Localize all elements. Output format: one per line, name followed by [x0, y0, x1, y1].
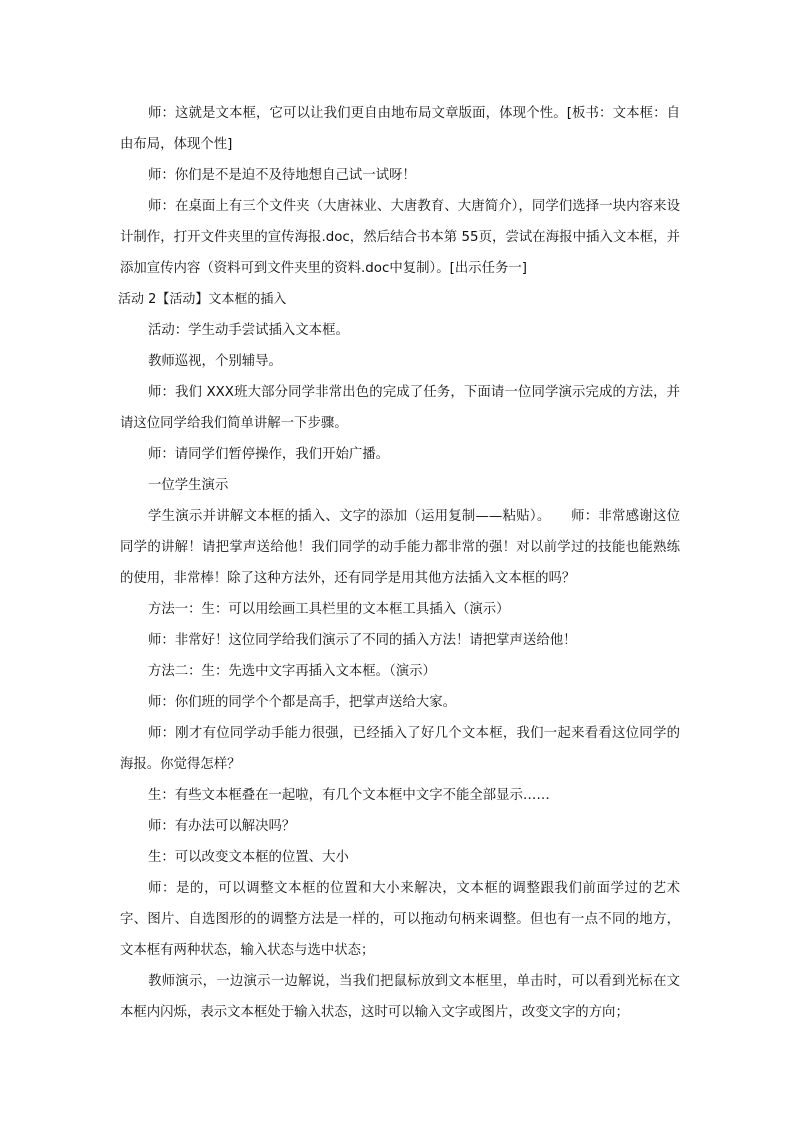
paragraph: 师：有办法可以解决吗？ — [148, 819, 296, 834]
paragraph: 师：非常好！这位同学给我们演示了不同的插入方法！请把掌声送给他！ — [148, 633, 577, 648]
paragraph: 生：有些文本框叠在一起啦，有几个文本框中文字不能全部显示…… — [148, 788, 550, 803]
paragraph: 师：我们 XXX班大部分同学非常出色的完成了任务，下面请一位同学演示完成的方法，并请这位同学给我们简单讲解一下步骤。 — [120, 385, 680, 431]
paragraph: 师：这就是文本框，它可以让我们更自由地布局文章版面，体现个性。[板书：文本框：自由布局，体现个性] — [120, 106, 680, 152]
paragraph: 师：刚才有位同学动手能力很强，已经插入了好几个文本框，我们一起来看看这位同学的海报。你觉得怎样？ — [120, 726, 680, 772]
paragraph: 师：请同学们暂停操作，我们开始广播。 — [148, 447, 390, 462]
paragraph: 活动：学生动手尝试插入文本框。 — [148, 323, 349, 338]
paragraph: 师：是的，可以调整文本框的位置和大小来解决，文本框的调整跟我们前面学过的艺术字、图片、自选图形的的调整方法是一样的，可以拖动句柄来调整。但也有一点不同的地方，文本框有两种状态，输入状态与选中状态； — [120, 881, 680, 958]
paragraph: 学生演示并讲解文本框的插入、文字的添加（运用复制——粘贴）。 师：非常感谢这位同学的讲解！请把掌声送给他！我们同学的动手能力都非常的强！对以前学过的技能也能熟练的使用，非常棒！除了这种方法外，还有同学是用其他方法插入文本框的吗？ — [120, 509, 680, 586]
paragraph: 师：在桌面上有三个文件夹（大唐袜业、大唐教育、大唐简介），同学们选择一块内容来设计制作，打开文件夹里的宣传海报.doc，然后结合书本第 55页，尝试在海报中插入文本框，并添加宣传内容（资料可到文件夹里的资料.doc中复制）。[出示任务一] — [120, 199, 680, 276]
paragraph: 师：你们班的同学个个都是高手，把掌声送给大家。 — [148, 695, 456, 710]
activity-heading: 活动 2【活动】文本框的插入 — [118, 292, 287, 307]
paragraph: 方法一：生：可以用绘画工具栏里的文本框工具插入（演示） — [148, 602, 510, 617]
paragraph: 师：你们是不是迫不及待地想自己试一试呀！ — [148, 168, 416, 183]
document-body — [120, 98, 680, 1028]
paragraph: 教师演示，一边演示一边解说，当我们把鼠标放到文本框里，单击时，可以看到光标在文本框内闪烁，表示文本框处于输入状态，这时可以输入文字或图片，改变文字的方向； — [120, 974, 680, 1020]
paragraph: 教师巡视，个别辅导。 — [148, 354, 282, 369]
paragraph: 方法二：生：先选中文字再插入文本框。（演示） — [148, 664, 436, 679]
paragraph: 生：可以改变文本框的位置、大小 — [148, 850, 349, 865]
paragraph: 一位学生演示 — [148, 478, 229, 493]
